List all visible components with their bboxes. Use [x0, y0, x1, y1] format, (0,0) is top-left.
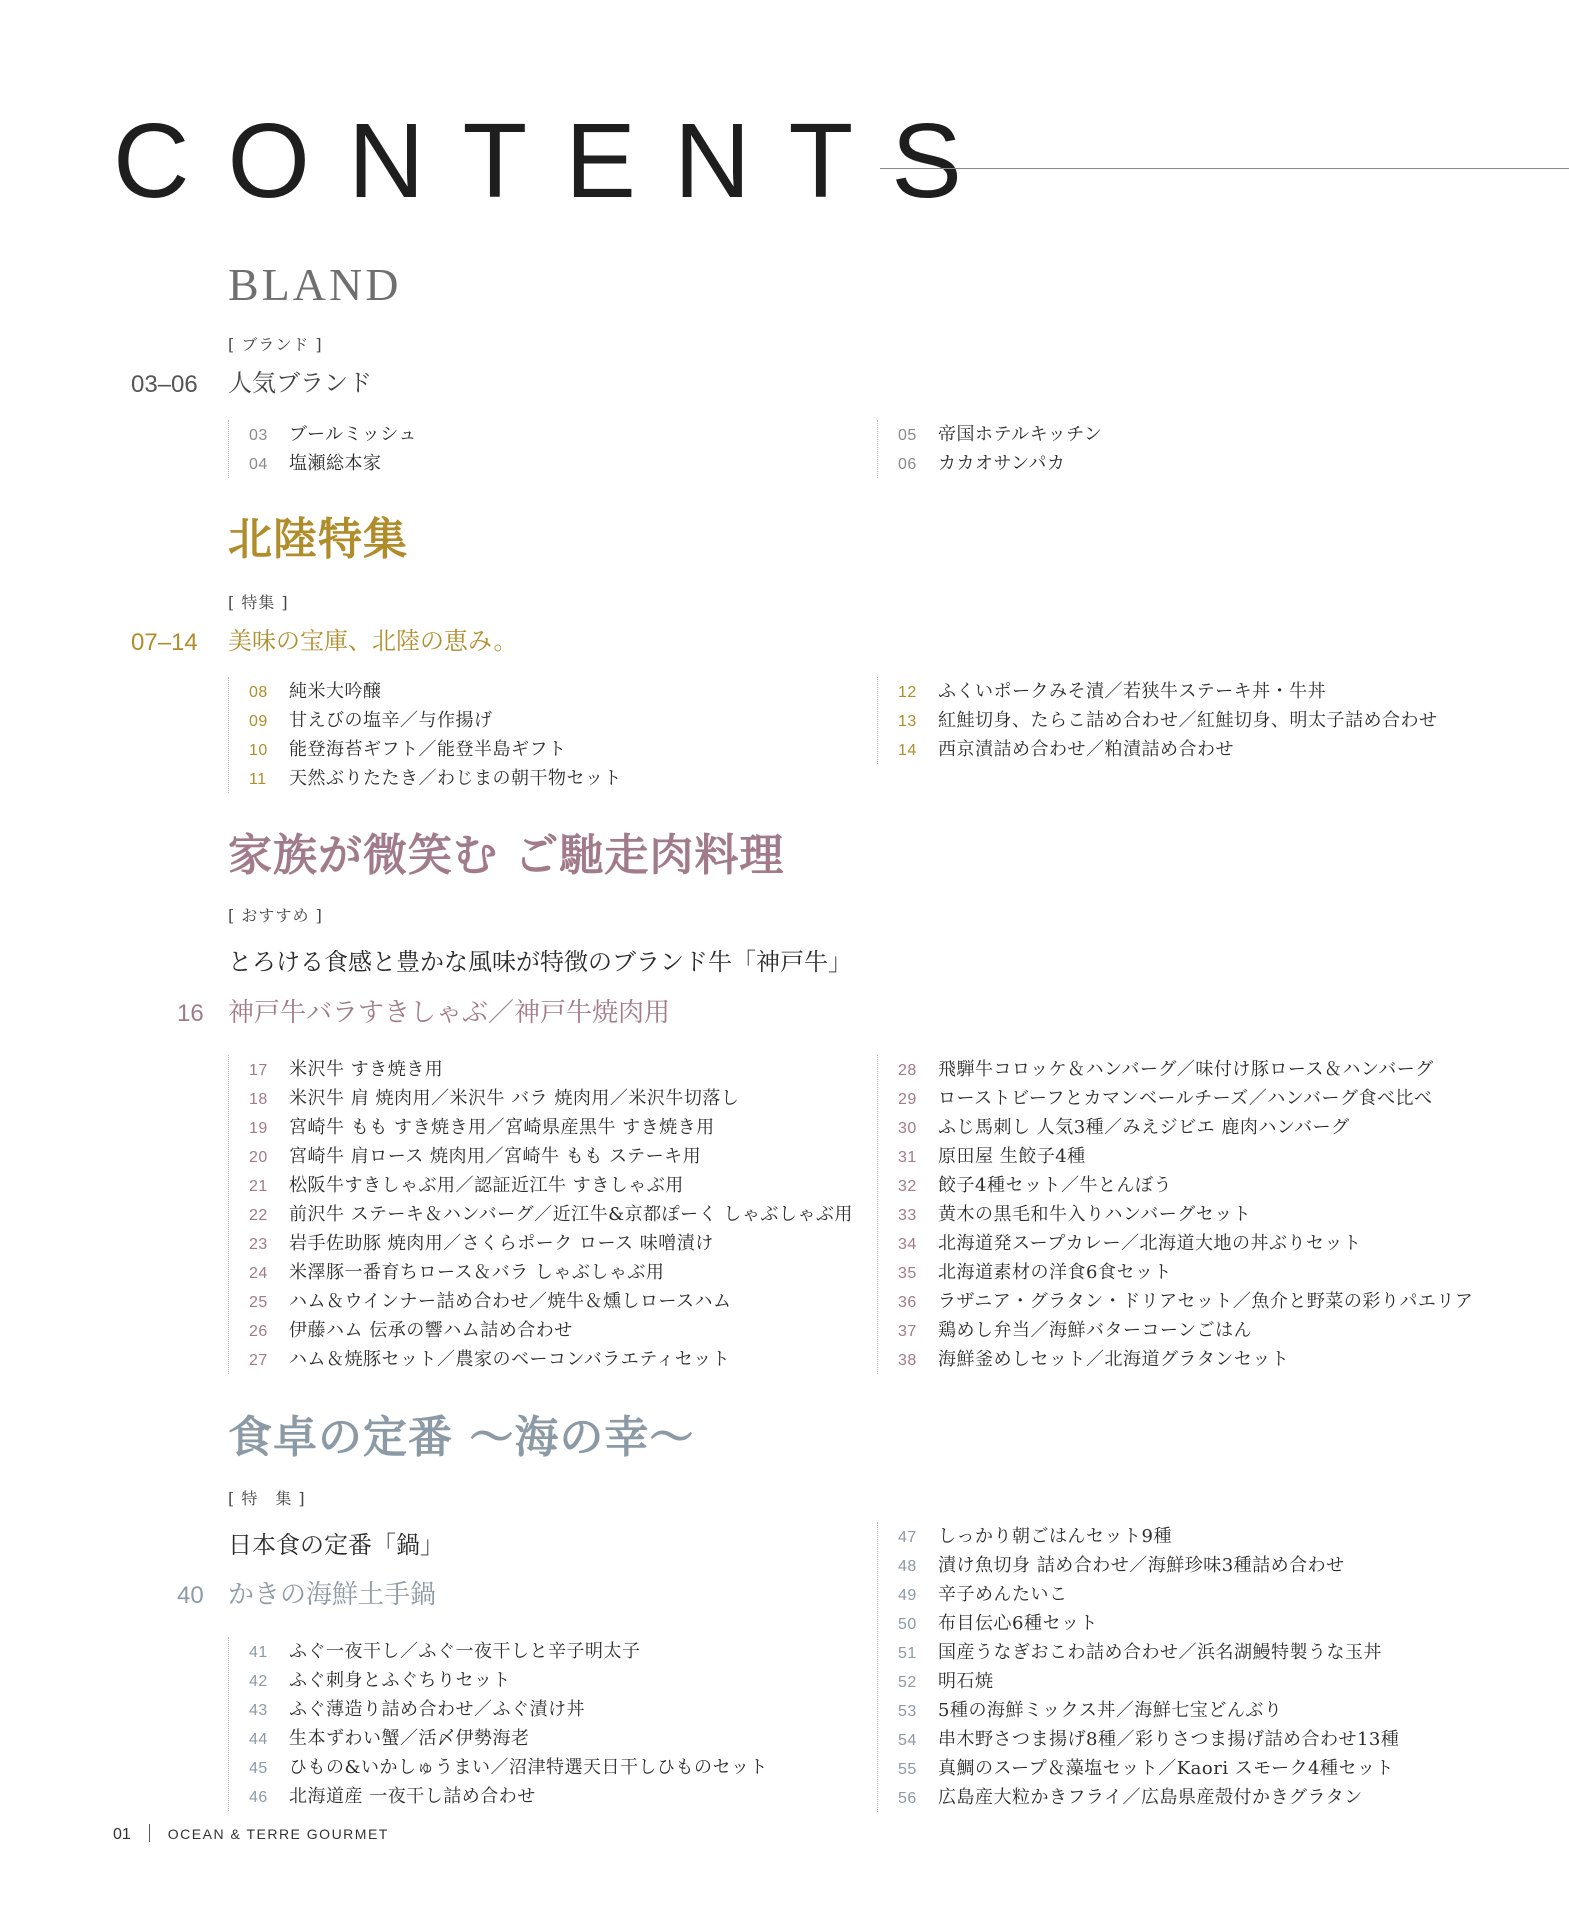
toc-entry [249, 764, 622, 793]
toc-list-sea-left [228, 1637, 768, 1811]
toc-entry [898, 420, 1102, 449]
toc-entry [249, 735, 622, 764]
toc-entry-page: 35 [898, 1265, 917, 1282]
toc-entry-page: 08 [249, 684, 268, 701]
toc-entry-text: 甘えびの塩辛／与作揚げ [289, 710, 493, 731]
toc-entry [249, 677, 622, 706]
toc-entry [898, 1258, 1473, 1287]
toc-entry-text: ひもの&いかしゅうまい／沼津特選天日干しひものセット [289, 1757, 769, 1778]
toc-entry [898, 1783, 1399, 1812]
toc-entry [898, 1725, 1399, 1754]
toc-entry-page: 54 [898, 1732, 917, 1749]
toc-entry-page: 32 [898, 1178, 917, 1195]
toc-entry [249, 1200, 853, 1229]
toc-entry-page: 25 [249, 1294, 268, 1311]
toc-entry-text: 北海道産 一夜干し詰め合わせ [289, 1786, 536, 1807]
title-divider [880, 168, 1569, 169]
toc-entry [898, 1113, 1473, 1142]
toc-entry-page: 42 [249, 1673, 268, 1690]
toc-entry [249, 1724, 768, 1753]
toc-entry-page: 11 [249, 771, 267, 788]
toc-entry [898, 1171, 1473, 1200]
toc-entry [249, 1055, 853, 1084]
toc-entry [898, 1084, 1473, 1113]
toc-entry-text: ふぐ薄造り詰め合わせ／ふぐ漬け丼 [289, 1699, 585, 1720]
toc-entry-page: 33 [898, 1207, 917, 1224]
toc-entry-text: 黄木の黒毛和牛入りハンバーグセット [938, 1204, 1252, 1225]
toc-entry-page: 12 [898, 684, 917, 701]
toc-entry-page: 44 [249, 1731, 268, 1748]
toc-entry-text: 海鮮釜めしセット／北海道グラタンセット [938, 1349, 1290, 1370]
toc-entry [898, 1229, 1473, 1258]
toc-entry-page: 45 [249, 1760, 268, 1777]
toc-entry-text: 布目伝心6種セット [938, 1613, 1098, 1634]
toc-entry [898, 1055, 1473, 1084]
toc-entry [898, 1667, 1399, 1696]
toc-entry-text: 岩手佐助豚 焼肉用／さくらポーク ロース 味噌漬け [289, 1233, 714, 1254]
toc-entry-text: 真鯛のスープ＆藻塩セット／Kaori スモーク4種セット [938, 1758, 1395, 1779]
toc-entry-text: 北海道素材の洋食6食セット [938, 1262, 1172, 1283]
toc-entry-page: 21 [249, 1178, 268, 1195]
section-heading-hokuriku: 北陸特集 [228, 514, 408, 565]
toc-entry-page: 37 [898, 1323, 917, 1340]
toc-entry [898, 1580, 1399, 1609]
footer-separator [149, 1824, 150, 1842]
toc-entry-page: 09 [249, 713, 268, 730]
toc-entry [249, 1666, 768, 1695]
toc-entry-text: 米沢牛 すき焼き用 [289, 1059, 444, 1080]
toc-entry-text: 餃子4種セット／牛とんぼう [938, 1175, 1172, 1196]
toc-entry-page: 04 [249, 456, 268, 473]
toc-entry-text: ハム＆ウインナー詰め合わせ／焼牛＆燻しロースハム [289, 1291, 732, 1312]
section-title-hokuriku: 美味の宝庫、北陸の恵み。 [228, 627, 518, 655]
toc-entry [898, 1200, 1473, 1229]
page-range-hokuriku: 07–14 [131, 629, 198, 656]
feature-title-sea: かきの海鮮土手鍋 [228, 1580, 437, 1610]
toc-entry-page: 46 [249, 1789, 268, 1806]
section-bracket-meat: [ おすすめ ] [228, 906, 323, 925]
toc-entry-page: 36 [898, 1294, 917, 1311]
toc-entry-text: 松阪牛すきしゃぶ用／認証近江牛 すきしゃぶ用 [289, 1175, 684, 1196]
toc-entry [249, 420, 417, 449]
toc-entry [249, 1753, 768, 1782]
toc-entry-page: 38 [898, 1352, 917, 1369]
toc-entry-page: 29 [898, 1091, 917, 1108]
toc-entry [898, 677, 1438, 706]
toc-entry-page: 51 [898, 1645, 917, 1662]
toc-entry-page: 28 [898, 1062, 917, 1079]
toc-entry-text: 能登海苔ギフト／能登半島ギフト [289, 739, 567, 760]
toc-entry [249, 1287, 853, 1316]
toc-entry-text: 生本ずわい蟹／活〆伊勢海老 [289, 1728, 530, 1749]
toc-entry-text: ふぐ一夜干し／ふぐ一夜干しと辛子明太子 [289, 1641, 641, 1662]
toc-entry-page: 26 [249, 1323, 268, 1340]
section-heading-sea: 食卓の定番 〜海の幸〜 [228, 1412, 695, 1463]
toc-entry [249, 1084, 853, 1113]
toc-entry-text: ふくいポークみそ漬／若狭牛ステーキ丼・牛丼 [938, 681, 1327, 702]
toc-entry-page: 56 [898, 1790, 917, 1807]
section-heading-brand: BLAND [228, 259, 402, 310]
toc-entry-text: 天然ぶりたたき／わじまの朝干物セット [289, 768, 622, 789]
toc-entry-text: 明石焼 [938, 1671, 994, 1692]
toc-entry [898, 1345, 1473, 1374]
toc-entry-page: 05 [898, 427, 917, 444]
toc-entry-text: 帝国ホテルキッチン [938, 424, 1103, 445]
toc-list-brand-right [877, 420, 1102, 478]
toc-entry [898, 1316, 1473, 1345]
toc-entry-text: 広島産大粒かきフライ／広島県産殻付かきグラタン [938, 1787, 1363, 1808]
page-title: CONTENTS [113, 102, 1000, 220]
toc-entry-page: 14 [898, 742, 917, 759]
toc-entry [898, 1522, 1399, 1551]
section-title-brand: 人気ブランド [228, 369, 372, 397]
feature-lead-sea: 日本食の定番「鍋」 [228, 1531, 444, 1559]
toc-entry-text: 伊藤ハム 伝承の響ハム詰め合わせ [289, 1320, 573, 1341]
section-bracket-brand: [ ブランド ] [228, 335, 323, 354]
toc-entry [249, 1316, 853, 1345]
toc-entry-text: カカオサンパカ [938, 453, 1066, 474]
toc-entry-text: ラザニア・グラタン・ドリアセット／魚介と野菜の彩りパエリア [938, 1291, 1474, 1312]
toc-entry-text: 塩瀬総本家 [289, 453, 382, 474]
toc-entry-text: 北海道発スープカレー／北海道大地の丼ぶりセット [938, 1233, 1362, 1254]
toc-entry [249, 1345, 853, 1374]
toc-entry-page: 27 [249, 1352, 268, 1369]
toc-list-sea-right [877, 1522, 1399, 1812]
toc-entry-text: 鶏めし弁当／海鮮バターコーンごはん [938, 1320, 1253, 1341]
toc-entry-page: 52 [898, 1674, 917, 1691]
toc-entry-text: 国産うなぎおこわ詰め合わせ／浜名湖鰻特製うな玉丼 [938, 1642, 1382, 1663]
toc-entry [898, 1287, 1473, 1316]
toc-entry [249, 1229, 853, 1258]
toc-entry-page: 50 [898, 1616, 917, 1633]
toc-entry-text: 辛子めんたいこ [938, 1584, 1068, 1605]
toc-list-hokuriku-right [877, 677, 1438, 764]
toc-entry-text: 飛騨牛コロッケ＆ハンバーグ／味付け豚ロース＆ハンバーグ [938, 1059, 1434, 1080]
toc-entry [249, 1142, 853, 1171]
toc-entry-text: 紅鮭切身、たらこ詰め合わせ／紅鮭切身、明太子詰め合わせ [938, 710, 1438, 731]
toc-entry [898, 1551, 1399, 1580]
toc-entry-page: 30 [898, 1120, 917, 1137]
footer-page-number: 01 [113, 1826, 131, 1843]
toc-entry-text: 宮崎牛 もも すき焼き用／宮崎県産黒牛 すき焼き用 [289, 1117, 715, 1138]
feature-title-meat: 神戸牛バラすきしゃぶ／神戸牛焼肉用 [228, 998, 671, 1028]
toc-entry-text: 串木野さつま揚げ8種／彩りさつま揚げ詰め合わせ13種 [938, 1729, 1400, 1750]
feature-page-meat: 16 [177, 1000, 204, 1027]
toc-entry-text: 原田屋 生餃子4種 [938, 1146, 1086, 1167]
toc-entry-page: 22 [249, 1207, 268, 1224]
section-bracket-sea: [ 特 集 ] [228, 1489, 306, 1508]
toc-entry [249, 1782, 768, 1811]
toc-entry-page: 24 [249, 1265, 268, 1282]
toc-entry-text: 西京漬詰め合わせ／粕漬詰め合わせ [938, 739, 1234, 760]
toc-entry-text: ふじ馬刺し 人気3種／みえジビエ 鹿肉ハンバーグ [938, 1117, 1350, 1138]
toc-entry-text: 漬け魚切身 詰め合わせ／海鮮珍味3種詰め合わせ [938, 1555, 1345, 1576]
toc-entry [249, 1258, 853, 1287]
toc-entry-page: 31 [898, 1149, 917, 1166]
toc-entry-page: 34 [898, 1236, 917, 1253]
toc-entry-page: 41 [249, 1644, 268, 1661]
toc-list-meat-right [877, 1055, 1473, 1374]
toc-entry [249, 1171, 853, 1200]
toc-entry [898, 1696, 1399, 1725]
toc-entry-page: 06 [898, 456, 917, 473]
toc-entry [898, 1638, 1399, 1667]
toc-entry-text: ふぐ刺身とふぐちりセット [289, 1670, 511, 1691]
toc-entry-text: ブールミッシュ [289, 424, 417, 445]
toc-entry [249, 449, 417, 478]
toc-entry-page: 03 [249, 427, 268, 444]
toc-entry-page: 55 [898, 1761, 917, 1778]
toc-entry-page: 19 [249, 1120, 268, 1137]
toc-entry-page: 17 [249, 1062, 268, 1079]
toc-entry-text: しっかり朝ごはんセット9種 [938, 1526, 1172, 1547]
toc-entry [249, 1113, 853, 1142]
toc-entry [249, 1695, 768, 1724]
section-heading-meat: 家族が微笑む ご馳走肉料理 [228, 830, 785, 881]
toc-list-hokuriku-left [228, 677, 622, 793]
toc-entry [249, 1637, 768, 1666]
toc-entry-page: 49 [898, 1587, 917, 1604]
toc-entry-text: ハム＆焼豚セット／農家のベーコンバラエティセット [289, 1349, 731, 1370]
toc-entry [898, 1754, 1399, 1783]
toc-entry-page: 48 [898, 1558, 917, 1575]
toc-entry-page: 13 [898, 713, 917, 730]
toc-entry-page: 10 [249, 742, 268, 759]
toc-list-brand-left [228, 420, 417, 478]
toc-entry-page: 43 [249, 1702, 268, 1719]
toc-entry-text: 宮崎牛 肩ロース 焼肉用／宮崎牛 もも ステーキ用 [289, 1146, 702, 1167]
feature-lead-meat: とろける食感と豊かな風味が特徴のブランド牛「神戸牛」 [228, 948, 852, 976]
toc-entry-page: 47 [898, 1529, 917, 1546]
toc-entry-text: 米澤豚一番育ちロース＆バラ しゃぶしゃぶ用 [289, 1262, 665, 1283]
toc-entry [249, 706, 622, 735]
toc-entry [898, 449, 1102, 478]
toc-entry-page: 53 [898, 1703, 917, 1720]
toc-entry [898, 1609, 1399, 1638]
toc-entry-text: 前沢牛 ステーキ＆ハンバーグ／近江牛&京都ぽーく しゃぶしゃぶ用 [289, 1204, 853, 1225]
footer-magazine-name: OCEAN & TERRE GOURMET [167, 1826, 389, 1842]
page-range-brand: 03–06 [131, 371, 198, 398]
feature-page-sea: 40 [177, 1582, 204, 1609]
toc-entry-text: ローストビーフとカマンベールチーズ／ハンバーグ食べ比べ [938, 1088, 1433, 1109]
toc-entry [898, 1142, 1473, 1171]
toc-entry-text: 純米大吟醸 [289, 681, 382, 702]
toc-list-meat-left [228, 1055, 853, 1374]
toc-entry-page: 20 [249, 1149, 268, 1166]
toc-entry [898, 735, 1438, 764]
toc-entry [898, 706, 1438, 735]
toc-entry-page: 23 [249, 1236, 268, 1253]
page-footer [113, 1824, 389, 1843]
toc-entry-page: 18 [249, 1091, 268, 1108]
section-bracket-hokuriku: [ 特集 ] [228, 593, 289, 612]
toc-entry-text: 5種の海鮮ミックス丼／海鮮七宝どんぶり [938, 1700, 1283, 1721]
toc-entry-text: 米沢牛 肩 焼肉用／米沢牛 バラ 焼肉用／米沢牛切落し [289, 1088, 740, 1109]
